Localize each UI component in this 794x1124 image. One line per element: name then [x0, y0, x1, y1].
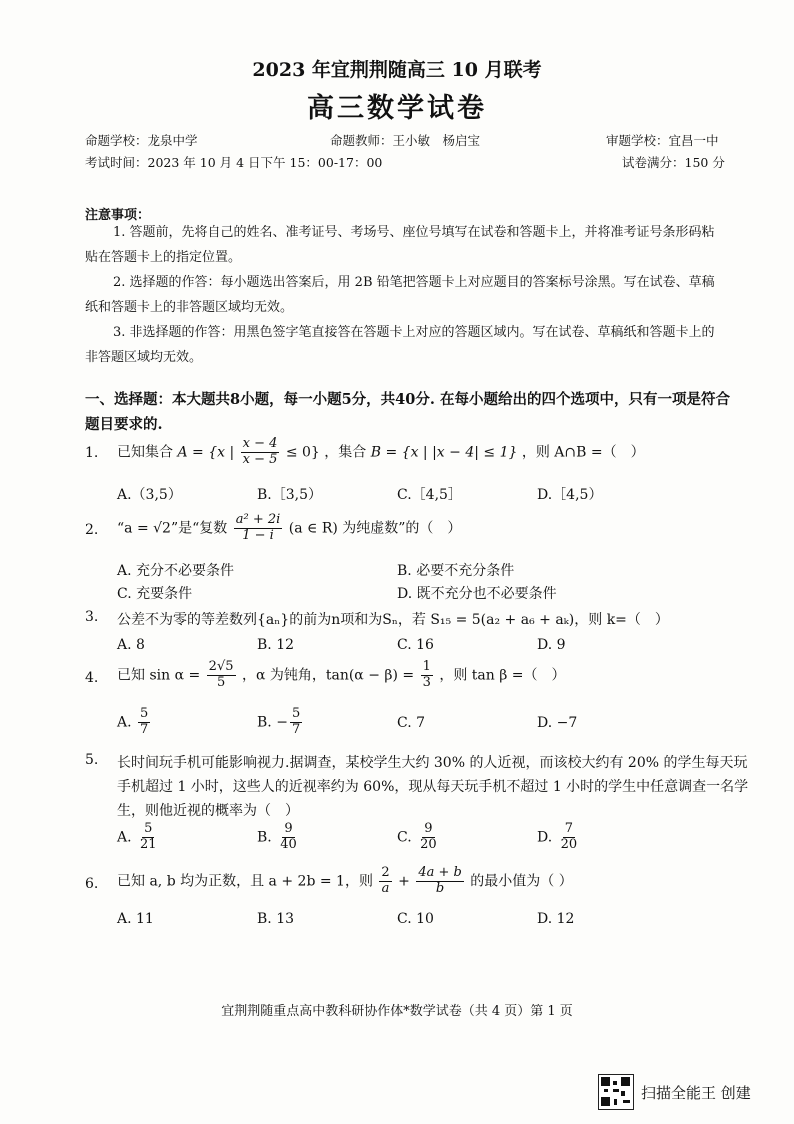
- q1-option-a: A.（3,5）: [117, 487, 182, 503]
- exam-title: 高三数学试卷: [307, 93, 487, 124]
- question-4: [85, 660, 725, 700]
- q5-option-c: C. $\frac{9}{20}$: [397, 821, 437, 852]
- question-number: 5.: [85, 752, 99, 768]
- q5-line-3: 生，则他近视的概率为（ ）: [117, 803, 299, 819]
- q4-text: 已知 sin α =: [117, 667, 201, 684]
- q3-text: 公差不为零的等差数列{aₙ}的前为n项和为Sₙ，若 S₁₅ = 5(a₂ + a₆ + aₖ)，则 k=（ ）: [117, 612, 669, 628]
- q5-option-a: A. $\frac{5}{21}$: [117, 821, 157, 852]
- q4-text-end: ，则 tan β =（ ）: [439, 667, 566, 684]
- q1-text: 已知集合: [117, 444, 173, 461]
- q4-option-b: B. − $\frac{5}{7}$: [257, 706, 301, 737]
- q2-option-a: A. 充分不必要条件: [117, 563, 235, 579]
- exam-title-line1: 2023 年宜荆荆随高三 10 月联考: [252, 59, 542, 81]
- q6-option-a: A. 11: [117, 911, 154, 927]
- q3-option-d: D. 9: [537, 637, 566, 653]
- q2-text: “a = √2”是“复数: [117, 520, 228, 537]
- q4-fraction-sin: $\frac{2√5}{5}$: [208, 659, 234, 690]
- q1-text-mid: ，集合: [324, 444, 367, 461]
- exam-time: 考试时间：2023 年 10 月 4 日下午 15：00-17：00: [85, 155, 383, 170]
- q6-text-end: 的最小值为（ ）: [470, 873, 573, 890]
- q2-text-end: (a ∈ R) 为纯虚数”的（ ）: [288, 520, 462, 537]
- question-2: [85, 513, 725, 553]
- q6-option-c: C. 10: [397, 911, 434, 927]
- question-number: 4.: [85, 670, 99, 686]
- q6-text: 已知 a, b 均为正数，且 a + 2b = 1，则: [117, 873, 373, 890]
- q1-option-d: D.［4,5）: [537, 487, 603, 503]
- question-5: [85, 752, 749, 822]
- review-school: 审题学校：宜昌一中: [606, 133, 719, 148]
- q2-option-d: D. 既不充分也不必要条件: [397, 586, 557, 602]
- q6-option-d: D. 12: [537, 911, 575, 927]
- notice-item-2: 2. 选择题的作答：每小题选出答案后，用 2B 铅笔把答题卡上对应题目的答案标号涂黑。写在试卷、草稿纸和答题卡上的非答题区域均无效。: [85, 275, 715, 315]
- q1-text-end: ，则 A∩B =（ ）: [521, 444, 645, 461]
- q6-fraction-2: $\frac{4a + b}{b}$: [418, 865, 462, 896]
- question-number: 3.: [85, 609, 99, 625]
- q3-option-a: A. 8: [117, 637, 145, 653]
- q2-option-c: C. 充要条件: [117, 586, 193, 602]
- q4-fraction-tan: $\frac{1}{3}$: [422, 659, 431, 690]
- q5-line-1: 长时间玩手机可能影响视力.据调查，某校学生大约 30% 的人近视，而该校大约有 20% 的学生每天玩: [117, 755, 748, 771]
- q1-option-b: B.［3,5）: [257, 487, 323, 503]
- q6-plus: +: [398, 873, 410, 890]
- full-score: 试卷满分：150 分: [622, 155, 725, 170]
- qr-code-icon: [598, 1074, 634, 1110]
- q5-option-b: B. $\frac{9}{40}$: [257, 821, 297, 852]
- q2-fraction: $\frac{\text{a² + 2i}}{1 - i}$: [235, 512, 281, 543]
- q6-fraction-1: $\frac{2}{a}$: [381, 865, 390, 896]
- q4-text-mid: ，α 为钝角，tan(α − β) =: [241, 667, 415, 684]
- q1-set-a-end: ≤ 0}: [285, 444, 320, 461]
- question-number: 6.: [85, 876, 99, 892]
- question-number: 2.: [85, 522, 99, 538]
- scanner-watermark-label: 扫描全能王 创建: [641, 1084, 751, 1102]
- q1-set-a: A = {x |: [177, 444, 235, 461]
- q3-option-b: B. 12: [257, 637, 295, 653]
- q4-option-a: A. $\frac{5}{7}$: [117, 706, 149, 737]
- q6-option-b: B. 13: [257, 911, 295, 927]
- notice-item-1: 1. 答题前，先将自己的姓名、准考证号、考场号、座位号填写在试卷和答题卡上，并将准考证号条形码粘贴在答题卡上的指定位置。: [85, 225, 715, 265]
- q4-option-c: C. 7: [397, 715, 426, 731]
- question-1: [85, 437, 725, 477]
- q3-option-c: C. 16: [397, 637, 434, 653]
- notice-item-3: 3. 非选择题的作答：用黑色签字笔直接答在答题卡上对应的答题区域内。写在试卷、草稿纸和答题卡上的非答题区域均无效。: [85, 325, 715, 365]
- q5-line-2: 手机超过 1 小时，这些人的近视率约为 60%，现从每天玩手机不超过 1 小时的学生中任意调查一名学: [117, 779, 749, 795]
- question-3: [85, 609, 725, 631]
- setter-school: 命题学校：龙泉中学: [85, 133, 198, 148]
- q1-set-b: B = {x | |x − 4| ≤ 1}: [370, 444, 518, 461]
- question-number: 1.: [85, 445, 99, 461]
- q2-option-b: B. 必要不充分条件: [397, 563, 515, 579]
- q5-option-d: D. $\frac{7}{20}$: [537, 821, 578, 852]
- page-footer: 宜荆荆随重点高中教科研协作体*数学试卷（共 4 页）第 1 页: [221, 1004, 573, 1019]
- q1-option-c: C.［4,5］: [397, 487, 462, 503]
- q4-option-d: D. −7: [537, 715, 578, 731]
- setter-teacher: 命题教师：王小敏 杨启宝: [330, 133, 481, 148]
- question-6: [85, 866, 725, 906]
- section-heading: 一、选择题：本大题共8小题，每一小题5分，共40分. 在每小题给出的四个选项中，只有一项是符合题目要求的.: [85, 391, 730, 433]
- notice-heading: 注意事项：: [85, 208, 151, 223]
- q1-fraction: $\frac{x - 4}{x - 5}$: [242, 436, 278, 467]
